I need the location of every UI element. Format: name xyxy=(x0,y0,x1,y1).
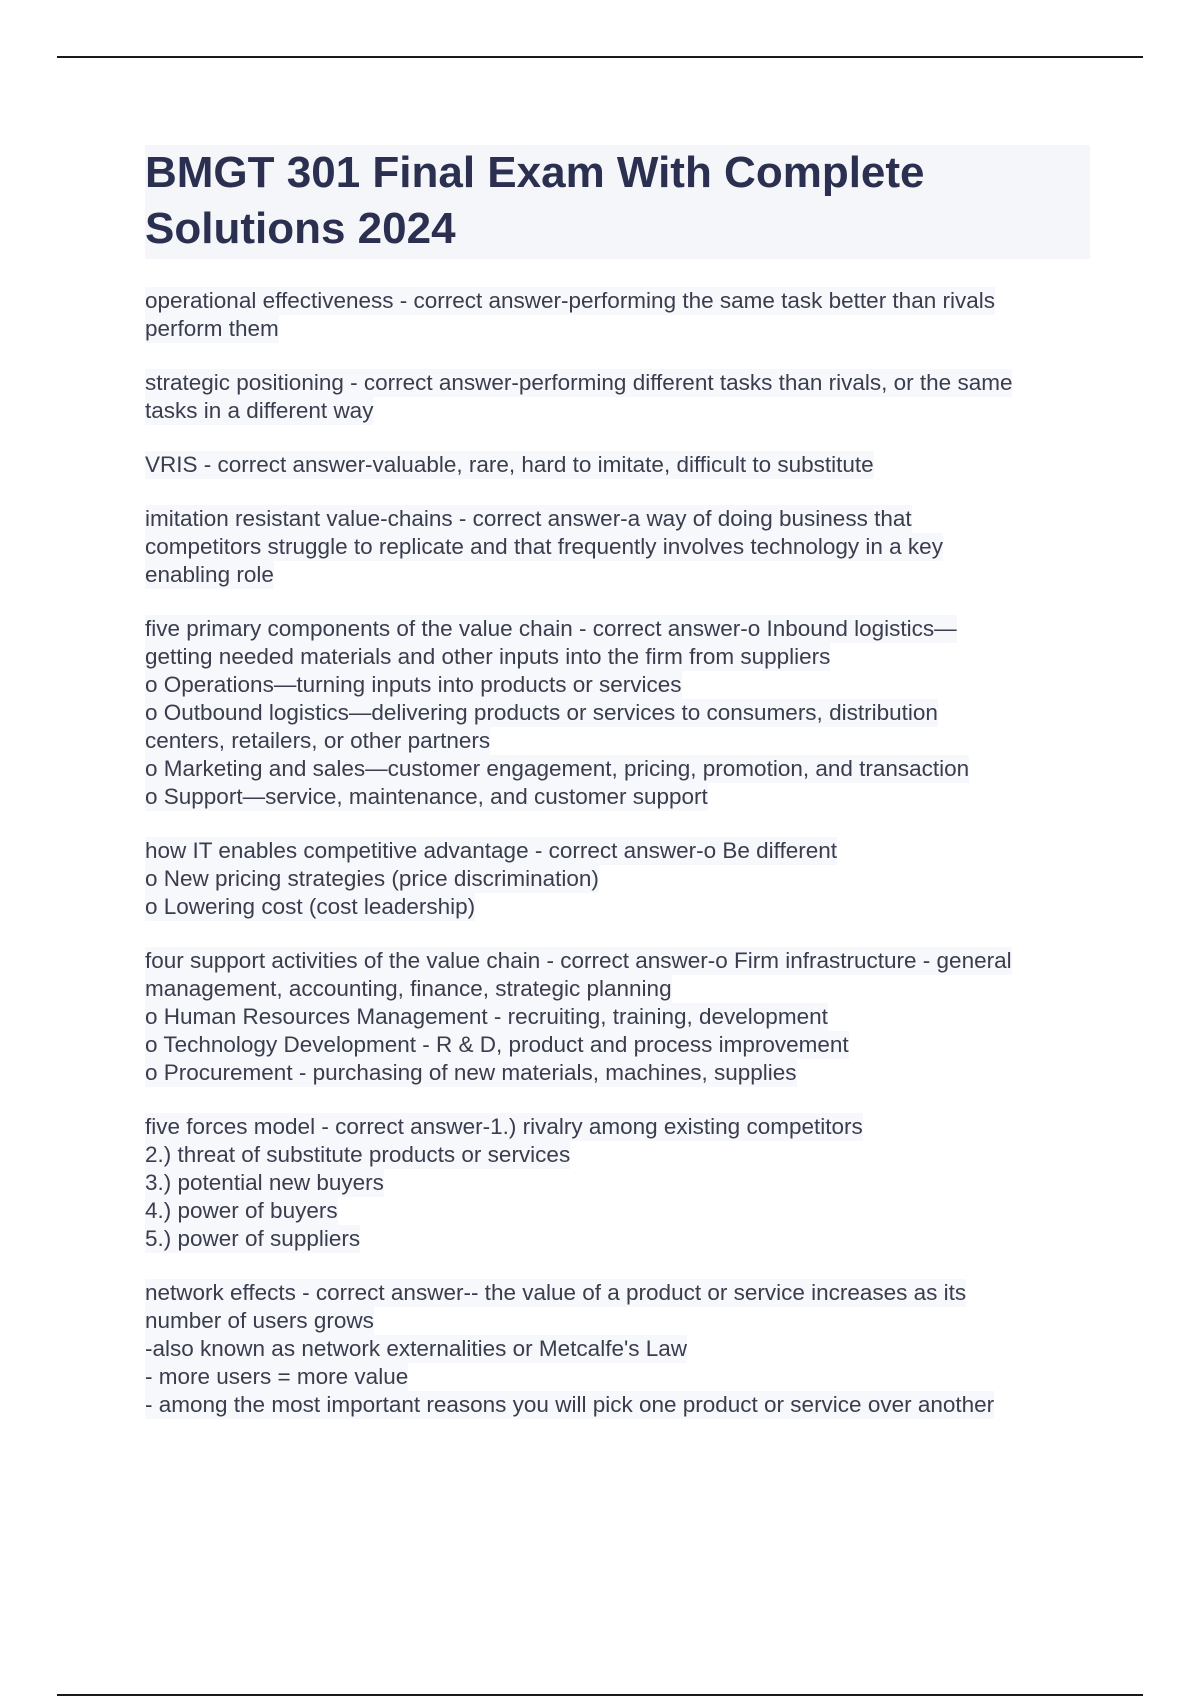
entry-text-line: VRIS - correct answer-valuable, rare, hard to imitate, difficult to substitute xyxy=(145,452,874,477)
entry-text-line: strategic positioning - correct answer-performing different tasks than rivals, or the same xyxy=(145,370,1013,395)
qa-entry xyxy=(145,1279,1090,1419)
entry-text-line: centers, retailers, or other partners xyxy=(145,728,491,753)
entry-text-line: - among the most important reasons you will pick one product or service over another xyxy=(145,1392,995,1417)
entry-text-line: o Operations—turning inputs into products or services xyxy=(145,672,682,697)
qa-entry xyxy=(145,287,1090,343)
entry-text-line: how IT enables competitive advantage - correct answer-o Be different xyxy=(145,838,838,863)
entry-text-line: o New pricing strategies (price discrimination) xyxy=(145,866,599,891)
qa-entry xyxy=(145,369,1090,425)
entry-text-line: o Marketing and sales—customer engagement, pricing, promotion, and transaction xyxy=(145,756,970,781)
entry-text-line: four support activities of the value chain - correct answer-o Firm infrastructure - general xyxy=(145,948,1012,973)
entry-text-line: - more users = more value xyxy=(145,1364,409,1389)
entry-text-line: 2.) threat of substitute products or services xyxy=(145,1142,571,1167)
entry-text-line: getting needed materials and other inputs into the firm from suppliers xyxy=(145,644,831,669)
qa-entry xyxy=(145,505,1090,589)
entry-text-line: five forces model - correct answer-1.) rivalry among existing competitors xyxy=(145,1114,863,1139)
title-line-1: BMGT 301 Final Exam With Complete xyxy=(145,148,925,197)
top-divider xyxy=(57,56,1143,58)
entry-text-line: imitation resistant value-chains - correct answer-a way of doing business that xyxy=(145,506,912,531)
qa-entry-list xyxy=(145,287,1090,1419)
qa-entry xyxy=(145,451,1090,479)
entry-text-line: 3.) potential new buyers xyxy=(145,1170,384,1195)
entry-text-line: o Human Resources Management - recruiting, training, development xyxy=(145,1004,828,1029)
entry-text-line: perform them xyxy=(145,316,279,341)
entry-text-line: o Technology Development - R & D, product and process improvement xyxy=(145,1032,849,1057)
entry-text-line: enabling role xyxy=(145,562,274,587)
entry-text-line: -also known as network externalities or Metcalfe's Law xyxy=(145,1336,688,1361)
qa-entry xyxy=(145,837,1090,921)
entry-text-line: five primary components of the value chain - correct answer-o Inbound logistics— xyxy=(145,616,957,641)
entry-text-line: o Outbound logistics—delivering products or services to consumers, distribution xyxy=(145,700,938,725)
entry-text-line: network effects - correct answer-- the value of a product or service increases as its xyxy=(145,1280,967,1305)
title-block xyxy=(145,145,1090,259)
entry-text-line: number of users grows xyxy=(145,1308,374,1333)
entry-text-line: management, accounting, finance, strategic planning xyxy=(145,976,672,1001)
entry-text-line: competitors struggle to replicate and that frequently involves technology in a key xyxy=(145,534,943,559)
qa-entry xyxy=(145,1113,1090,1253)
bottom-divider xyxy=(57,1694,1143,1696)
qa-entry xyxy=(145,615,1090,811)
qa-entry xyxy=(145,947,1090,1087)
document-title xyxy=(145,145,1084,257)
document-body xyxy=(145,145,1090,1445)
entry-text-line: o Support—service, maintenance, and customer support xyxy=(145,784,708,809)
entry-text-line: o Lowering cost (cost leadership) xyxy=(145,894,476,919)
entry-text-line: 4.) power of buyers xyxy=(145,1198,338,1223)
entry-text-line: tasks in a different way xyxy=(145,398,374,423)
title-line-2: Solutions 2024 xyxy=(145,204,456,253)
entry-text-line: 5.) power of suppliers xyxy=(145,1226,361,1251)
entry-text-line: o Procurement - purchasing of new materials, machines, supplies xyxy=(145,1060,797,1085)
entry-text-line: operational effectiveness - correct answer-performing the same task better than rivals xyxy=(145,288,995,313)
